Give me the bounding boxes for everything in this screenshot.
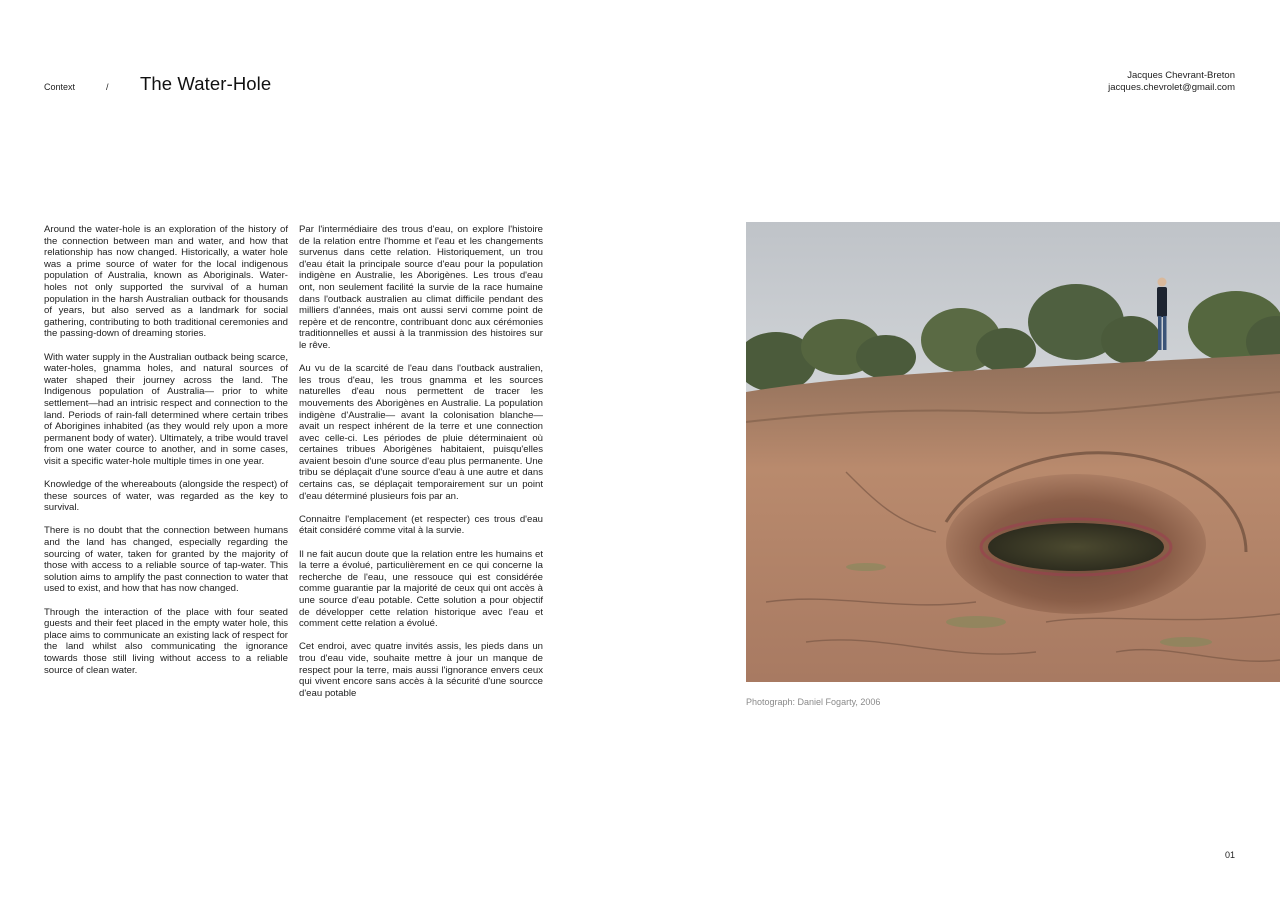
french-paragraph: Au vu de la scarcité de l'eau dans l'outback australien, les trous d'eau, les trous gnamma et les sources naturelles d'eau nous permettent de tracer les mouvements des Aborigènes en Australie. La population indigène d'Australie— avant la colonisation blanche—avait un respect inhérent de la terre et une connection avec celle-ci. Les périodes de pluie déterminaient où certaines tribues Aborigènes habitaient, puisqu'elles avaient besoin d'une source d'eau plus permanente. Une tribu se déplaçait d'une source d'eau à une autre et dans certains cas, se déplaçait temporairement sur un point d'eau déterminé plusieurs fois par an. — [299, 363, 543, 502]
french-paragraph: Connaitre l'emplacement (et respecter) ces trous d'eau était considéré comme vital à la survie. — [299, 513, 543, 537]
english-paragraph: Around the water-hole is an exploration of the history of the connection between man and water, and how that relationship has now changed. Historically, a water hole was a prime source of water for the local indigenous population of Australia, known as Aboriginals. Water-holes not only supported the survival of a human population in the harsh Australian outback for thousands of years, but also served as a landmark for social gathering, contributing to both traditional ceremonies and the passing-down of dreaming stories. — [44, 224, 288, 340]
page-title: The Water-Hole — [140, 73, 272, 94]
french-paragraph: Il ne fait aucun doute que la relation entre les humains et la terre a évolué, particulièrement en ce qui concerne la recherche de l'eau, une ressouce qui est considérée comme guarantie par la majorité de ceux qui ont accès à une source d'eau potable. Cette solution a pour objectif de développer cette relation historique avec l'eau et comment cette relation a évolué. — [299, 548, 543, 630]
english-paragraph: There is no doubt that the connection between humans and the land has changed, especially regarding the sourcing of water, taken for granted by the majority of those with access to a reliable source of tap-water. This solution aims to amplify the past connection to water that used to exist, and how that has now changed. — [44, 525, 288, 595]
english-column — [44, 224, 288, 688]
french-paragraph: Par l'intermédiaire des trous d'eau, on explore l'histoire de la relation entre l'homme et l'eau et les changements survenus dans cette relation. Historiquement, un trou d'eau était la principale source d'eau pour la population indigène en Australie, les Aborigènes. Les trous d'eau ont, non seulement facilité la survie de la race humaine dans l'outback australien au climat difficile pendant des milliers d'années, mais ont aussi servi comme point de repère et de rencontre, contribuant donc aux cérémonies traditionnelles et aussi à la tranmission des histoires sur le rêve. — [299, 224, 543, 351]
english-paragraph: With water supply in the Australian outback being scarce, water-holes, gnamma holes, and natural sources of water shaped their journey across the land. The Indigenous population of Australia— prior to white settlement—had an intrisic respect and connection to the land. Periods of rain-fall determined where certain tribes of Aborigines inhabited (as they would rely upon a more permanent body of water). Ultimately, a tribe would travel from one water cource to another, and in some cases, visit a specific water-hole multiple times in one year. — [44, 351, 288, 467]
author-email[interactable]: jacques.chevrolet@gmail.com — [1108, 82, 1235, 93]
photo-caption: Photograph: Daniel Fogarty, 2006 — [746, 697, 881, 707]
section-label: Context — [44, 82, 76, 92]
french-paragraph: Cet endroi, avec quatre invités assis, les pieds dans un trou d'eau vide, souhaite mettre à jour un manque de respect pour la terre, mais aussi l'ignorance envers ceux qui vivent encore sans accès à la sécurité d'une sourcce d'eau potable — [299, 641, 543, 699]
water-hole-photo — [746, 222, 1280, 682]
english-paragraph: Knowledge of the whereabouts (alongside the respect) of these sources of water, was regarded as the key to survival. — [44, 479, 288, 514]
water-pool — [988, 523, 1164, 571]
english-paragraph: Through the interaction of the place with four seated guests and their feet placed in the empty water hole, this place aims to communicate an existing lack of respect for the land whilst also communicating the ignorance towards those still living without access to a reliable source of clean water. — [44, 606, 288, 676]
author-block — [1108, 70, 1235, 94]
author-name: Jacques Chevrant-Breton — [1127, 70, 1235, 81]
french-column — [299, 224, 543, 711]
page-number: 01 — [1224, 850, 1235, 860]
breadcrumb-separator: / — [106, 82, 109, 92]
